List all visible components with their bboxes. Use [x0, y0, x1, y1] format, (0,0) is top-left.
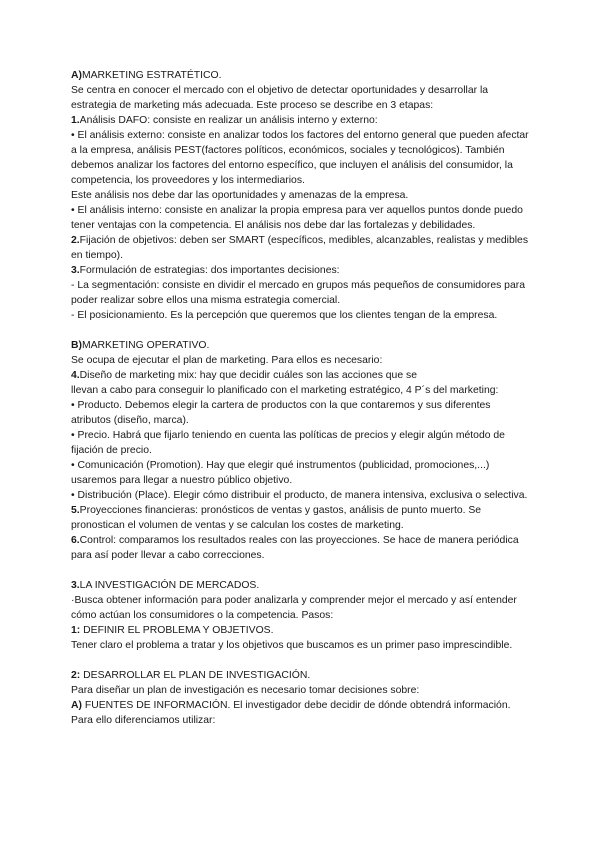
step-5-text: Proyecciones financieras: pronósticos de ventas y gastos, análisis de punto muerto. Se pronostican el volumen de ventas y se calculan los costes de marketing. — [71, 505, 482, 531]
phase-1-heading — [71, 623, 533, 638]
step-2-text: Fijación de objetivos: deben ser SMART (específicos, medibles, alcanzables, realistas y medibles en tiempo). — [71, 235, 529, 261]
section-a-intro: Se centra en conocer el mercado con el objetivo de detectar oportunidades y desarrollar la estrategia de marketing más adecuada. Este proceso se describe en 3 etapas: — [71, 85, 489, 111]
section-b-title: MARKETING OPERATIVO. — [81, 340, 210, 351]
step-6 — [71, 533, 533, 563]
phase-1-number: 1: — [71, 625, 81, 636]
phase-2-heading — [71, 668, 533, 683]
bullet-product: • Producto. Debemos elegir la cartera de productos con la que contaremos y sus diferentes atributos (diseño, marca). — [71, 400, 491, 426]
phase-2-number: 2: — [71, 670, 81, 681]
step-6-text: Control: comparamos los resultados reales con las proyecciones. Se hace de manera periódica para así poder llevar a cabo correcciones. — [71, 535, 519, 561]
step-4 — [71, 368, 533, 383]
positioning: - El posicionamiento. Es la percepción que queremos que los clientes tengan de la empresa. — [71, 310, 498, 321]
step-2 — [71, 233, 533, 263]
section-a-heading — [71, 68, 533, 83]
section-a-letter: A) — [71, 70, 82, 81]
step-3-number: 3. — [71, 265, 80, 276]
section-b-heading — [71, 338, 533, 353]
external-analysis: • El análisis externo: consiste en analizar todos los factores del entorno general que pueden afectar a la empresa, análisis PEST(factores políticos, económicos, sociales y tecnológicos). También debemos analizar los factores del entorno específico, que incluyen el análisis del consumidor, la competencia, los proveedores y los intermediarios. — [71, 130, 529, 186]
section-3-heading — [71, 578, 533, 593]
step-4-number: 4. — [71, 370, 80, 381]
bullet-distribution: • Distribución (Place). Elegir cómo distribuir el producto, de manera intensiva, exclusiva o selectiva. — [71, 490, 528, 501]
sources-letter: A) — [71, 700, 82, 711]
section-b-intro: Se ocupa de ejecutar el plan de marketing. Para ellos es necesario: — [71, 355, 383, 366]
step-2-number: 2. — [71, 235, 80, 246]
step-4-text: Diseño de marketing mix: hay que decidir cuáles son las acciones que se — [79, 370, 417, 381]
step-3-text: Formulación de estrategias: dos importantes decisiones: — [79, 265, 340, 276]
step-1 — [71, 113, 533, 128]
section-a-title: MARKETING ESTRATÉTICO. — [81, 70, 222, 81]
internal-analysis: • El análisis interno: consiste en analizar la propia empresa para ver aquellos puntos donde puedo tener ventajas con la competencia. El análisis nos debe dar las fortalezas y debilidades. — [71, 205, 523, 231]
sources-heading — [71, 698, 533, 728]
section-3-number: 3. — [71, 580, 80, 591]
section-3-intro: ·Busca obtener información para poder analizarla y comprender mejor el mercado y así entender cómo actúan los consumidores o la competencia. Pasos: — [71, 595, 517, 621]
sources-text: FUENTES DE INFORMACIÓN. El investigador debe decidir de dónde obtendrá información. Para ello diferenciamos utilizar: — [71, 700, 511, 726]
section-3-title: LA INVESTIGACIÓN DE MERCADOS. — [79, 580, 260, 591]
external-analysis-result: Este análisis nos debe dar las oportunidades y amenazas de la empresa. — [71, 190, 409, 201]
phase-1-text: Tener claro el problema a tratar y los objetivos que buscamos es un primer paso imprescindible. — [71, 640, 513, 651]
phase-2-text: Para diseñar un plan de investigación es necesario tomar decisiones sobre: — [71, 685, 420, 696]
bullet-price: • Precio. Habrá que fijarlo teniendo en cuenta las políticas de precios y elegir algún método de fijación de precio. — [71, 430, 505, 456]
phase-2-title: DESARROLLAR EL PLAN DE INVESTIGACIÓN. — [80, 670, 311, 681]
bullet-communication: • Comunicación (Promotion). Hay que elegir qué instrumentos (publicidad, promociones,...) usaremos para llegar a nuestro público objetivo. — [71, 460, 490, 486]
segmentation: - La segmentación: consiste en dividir el mercado en grupos más pequeños de consumidores para poder realizar sobre ellos una misma estrategia comercial. — [71, 280, 525, 306]
step-1-text: Análisis DAFO: consiste en realizar un análisis interno y externo: — [79, 115, 378, 126]
phase-1-title: DEFINIR EL PROBLEMA Y OBJETIVOS. — [80, 625, 274, 636]
step-5 — [71, 503, 533, 533]
document-page — [71, 68, 533, 728]
step-5-number: 5. — [71, 505, 80, 516]
section-b-letter: B) — [71, 340, 82, 351]
step-3 — [71, 263, 533, 278]
step-4-continued: llevan a cabo para conseguir lo planificado con el marketing estratégico, 4 P´s del marketing: — [71, 385, 499, 396]
step-6-number: 6. — [71, 535, 80, 546]
step-1-number: 1. — [71, 115, 80, 126]
